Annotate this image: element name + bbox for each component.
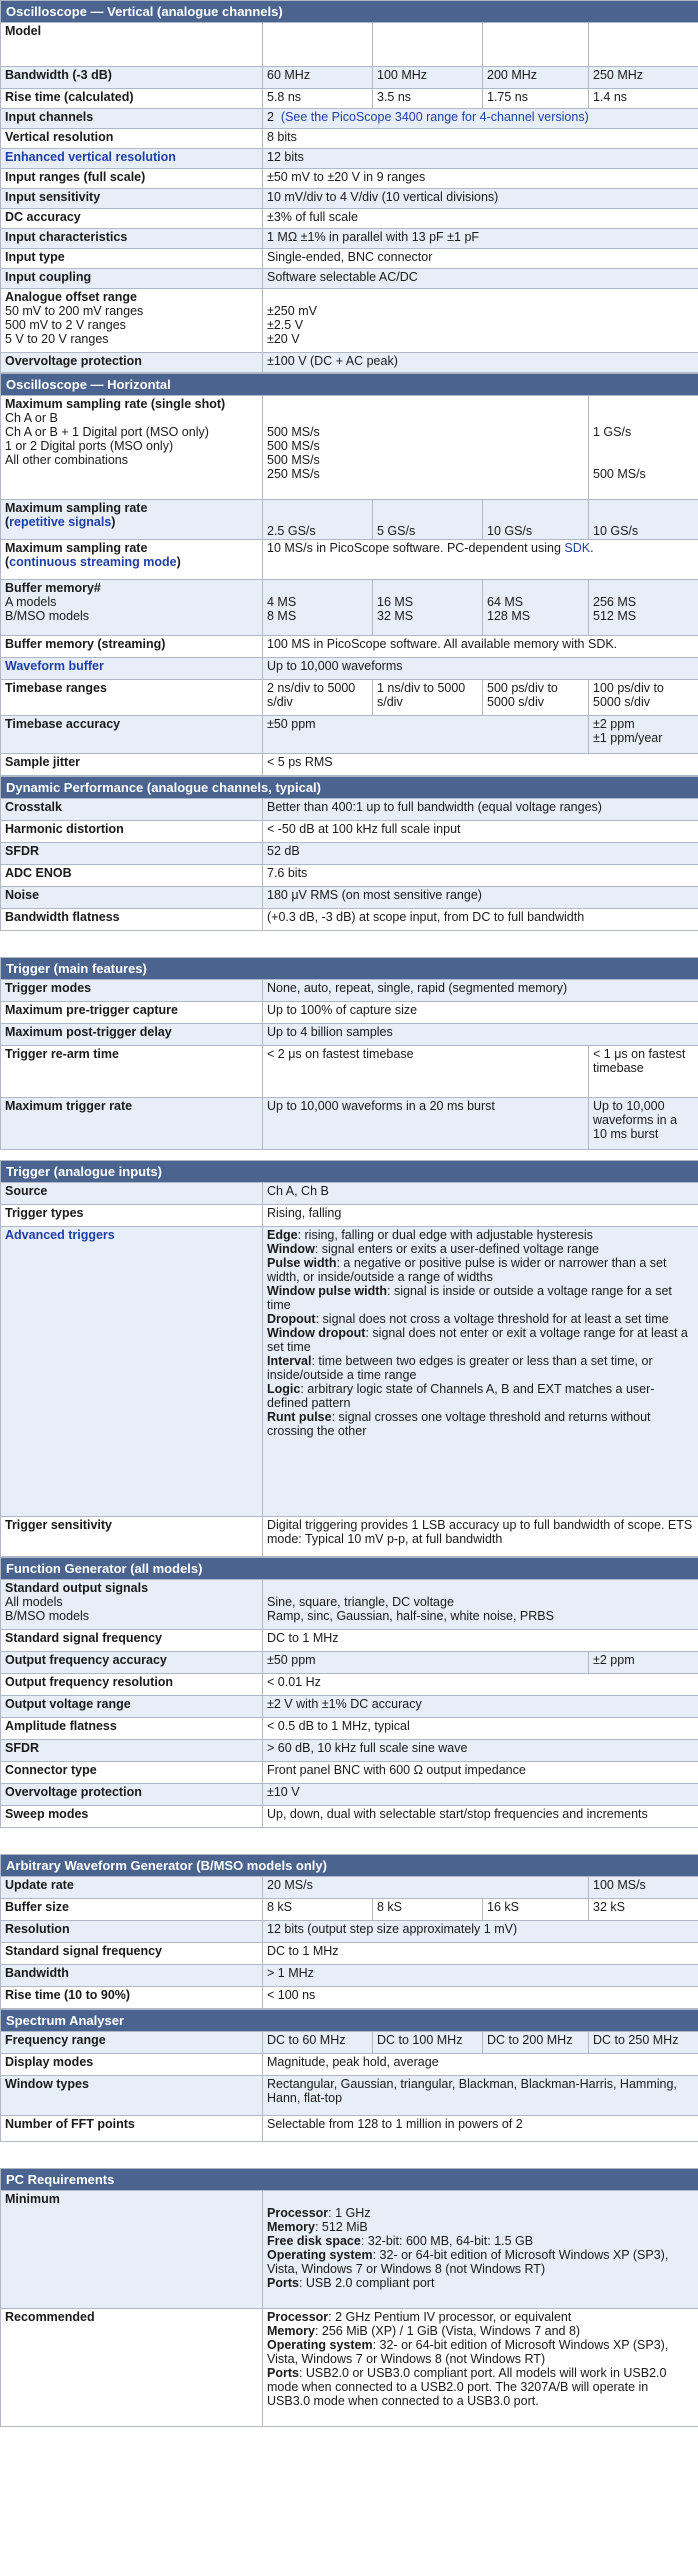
cell: 20 MS/s <box>263 1877 589 1899</box>
adv-trigger-name: Dropout <box>267 1312 316 1326</box>
row-label: Frequency range <box>1 2032 263 2054</box>
row-label: Harmonic distortion <box>1 821 263 843</box>
cell: 1 ns/div to 5000 s/div <box>373 680 483 716</box>
cell: 250 MS/s <box>267 467 320 481</box>
row-label: Timebase ranges <box>1 680 263 716</box>
cell: 4 MS <box>267 595 297 609</box>
req-key: Operating system <box>267 2338 373 2352</box>
cell: Up to 100% of capture size <box>263 1002 698 1024</box>
row-label: Overvoltage protection <box>1 353 263 373</box>
cell: 100 ps/div to 5000 s/div <box>589 680 698 716</box>
row-label: Buffer memory# <box>5 581 101 595</box>
cell: 8 kS <box>373 1899 483 1921</box>
cell: Up to 4 billion samples <box>263 1024 698 1046</box>
row-label: Minimum <box>1 2191 263 2309</box>
req-value: : 1 GHz <box>328 2206 371 2220</box>
req-value: : USB 2.0 compliant port <box>298 2276 435 2290</box>
sub-label: Ch A or B + 1 Digital port (MSO only) <box>5 425 209 439</box>
req-key: Ports <box>267 2276 299 2290</box>
row-label: Trigger sensitivity <box>1 1517 263 1557</box>
cell: ±2 ppm <box>589 1652 698 1674</box>
cell: 12 bits <box>263 149 698 169</box>
section-title: Trigger (main features) <box>1 958 698 980</box>
cell: DC to 250 MHz <box>589 2032 698 2054</box>
waveform-buffer-link[interactable]: Waveform buffer <box>1 658 263 680</box>
cell: DC to 1 MHz <box>263 1943 698 1965</box>
row-label: DC accuracy <box>1 209 263 229</box>
section-title: Spectrum Analyser <box>1 2010 698 2032</box>
cell: 512 MS <box>593 609 637 623</box>
section-title: Oscilloscope — Vertical (analogue channels) <box>1 1 698 23</box>
cell: 64 MS <box>487 595 524 609</box>
trigger-main-table <box>0 957 698 1150</box>
sub-label: A models <box>5 595 57 609</box>
cell: DC to 100 MHz <box>373 2032 483 2054</box>
req-key: Processor <box>267 2206 329 2220</box>
cell: ±10 V <box>263 1784 698 1806</box>
cell: ±2.5 V <box>267 318 304 332</box>
row-label: Sweep modes <box>1 1806 263 1828</box>
cell: 8 bits <box>263 129 698 149</box>
row-label: Standard output signals <box>5 1581 149 1595</box>
cell: 2 ns/div to 5000 s/div <box>263 680 373 716</box>
cell: 2 <box>267 110 274 124</box>
row-label: SFDR <box>1 1740 263 1762</box>
req-value: : 32-bit: 600 MB, 64-bit: 1.5 GB <box>360 2234 534 2248</box>
sub-label: 50 mV to 200 mV ranges <box>5 304 144 318</box>
row-label: Update rate <box>1 1877 263 1899</box>
adv-trigger-name: Edge <box>267 1228 298 1242</box>
cell: 1.75 ns <box>483 89 589 109</box>
cell: Rising, falling <box>263 1205 698 1227</box>
adv-trigger-desc: : arbitrary logic state of Channels A, B and EXT matches a user-defined pattern <box>267 1382 655 1410</box>
row-label: Maximum sampling rate <box>5 501 148 515</box>
cell: ±20 V <box>267 332 300 346</box>
req-value: : 2 GHz Pentium IV processor, or equivalent <box>328 2310 572 2324</box>
row-label: Trigger modes <box>1 980 263 1002</box>
cell: 256 MS <box>593 595 637 609</box>
row-label: Maximum trigger rate <box>1 1098 263 1150</box>
sdk-link[interactable]: SDK <box>564 541 591 555</box>
row-label: Source <box>1 1183 263 1205</box>
req-key: Memory <box>267 2324 315 2338</box>
adv-trigger-name: Runt pulse <box>267 1410 332 1424</box>
cell: 7.6 bits <box>263 865 698 887</box>
dynamic-performance-table <box>0 776 698 931</box>
cell: ±50 ppm <box>263 1652 589 1674</box>
row-label: Maximum sampling rate (single shot) <box>5 397 226 411</box>
cell: 32 MS <box>377 609 414 623</box>
cell: 1 MΩ ±1% in parallel with 13 pF ±1 pF <box>263 229 698 249</box>
cell: 100 MHz <box>373 67 483 89</box>
row-label: Trigger re-arm time <box>1 1046 263 1098</box>
row-label: Resolution <box>1 1921 263 1943</box>
picoscope-3400-link[interactable]: (See the PicoScope 3400 range for 4-channel versions) <box>280 110 589 124</box>
sub-label: Ch A or B <box>5 411 58 425</box>
row-label: Sample jitter <box>1 754 263 776</box>
cell: ±1 ppm/year <box>593 731 663 745</box>
cell: Single-ended, BNC connector <box>263 249 698 269</box>
row-label: Connector type <box>1 1762 263 1784</box>
sub-label: All models <box>5 1595 63 1609</box>
section-title: Oscilloscope — Horizontal <box>1 374 698 396</box>
row-label: Input coupling <box>1 269 263 289</box>
cell: Selectable from 128 to 1 million in powers of 2 <box>263 2116 698 2142</box>
cell: > 1 MHz <box>263 1965 698 1987</box>
row-label: Timebase accuracy <box>1 716 263 754</box>
cell: Sine, square, triangle, DC voltage <box>267 1595 454 1609</box>
cell: 500 ps/div to 5000 s/div <box>483 680 589 716</box>
advanced-triggers-link[interactable]: Advanced triggers <box>1 1227 263 1517</box>
row-label: Maximum pre-trigger capture <box>1 1002 263 1024</box>
req-key: Operating system <box>267 2248 373 2262</box>
sub-label: All other combinations <box>5 453 128 467</box>
cell: DC to 1 MHz <box>263 1630 698 1652</box>
function-generator-table <box>0 1557 698 1828</box>
row-label: Recommended <box>1 2309 263 2427</box>
adv-trigger-desc: : signal is inside or outside a voltage range for a set time <box>267 1284 672 1312</box>
cell: 2.5 GS/s <box>263 500 373 540</box>
sub-label: 1 or 2 Digital ports (MSO only) <box>5 439 174 453</box>
cell: < 1 μs on fastest timebase <box>589 1046 698 1098</box>
row-label: Crosstalk <box>1 799 263 821</box>
cell: 500 MS/s <box>267 439 320 453</box>
cell: 500 MS/s <box>267 453 320 467</box>
row-label: Buffer size <box>1 1899 263 1921</box>
cell: DC to 200 MHz <box>483 2032 589 2054</box>
row-label: Maximum sampling rate <box>5 541 148 555</box>
cell: 52 dB <box>263 843 698 865</box>
adv-trigger-desc: : signal does not enter or exit a voltage range for at least a set time <box>267 1326 688 1354</box>
row-label: Bandwidth <box>1 1965 263 1987</box>
adv-trigger-name: Window <box>267 1242 315 1256</box>
cell: > 60 dB, 10 kHz full scale sine wave <box>263 1740 698 1762</box>
req-key: Memory <box>267 2220 315 2234</box>
cell: Rectangular, Gaussian, triangular, Blackman, Blackman-Harris, Hamming, Hann, flat-top <box>263 2076 698 2116</box>
cell: ±250 mV <box>267 304 317 318</box>
cell: 200 MHz <box>483 67 589 89</box>
req-key: Free disk space <box>267 2234 361 2248</box>
cell: ±100 V (DC + AC peak) <box>263 353 698 373</box>
req-key: Ports <box>267 2366 299 2380</box>
cell: 500 MS/s <box>593 467 646 481</box>
row-label: Output frequency accuracy <box>1 1652 263 1674</box>
adv-trigger-name: Logic <box>267 1382 301 1396</box>
row-label: Display modes <box>1 2054 263 2076</box>
sub-label: 500 mV to 2 V ranges <box>5 318 126 332</box>
sub-label: B/MSO models <box>5 1609 90 1623</box>
row-label: Output voltage range <box>1 1696 263 1718</box>
cell: Up, down, dual with selectable start/stop frequencies and increments <box>263 1806 698 1828</box>
cell: < 5 ps RMS <box>263 754 698 776</box>
cell: ±3% of full scale <box>263 209 698 229</box>
row-label: Buffer memory (streaming) <box>1 636 263 658</box>
cell: 100 MS/s <box>589 1877 698 1899</box>
adv-trigger-name: Pulse width <box>267 1256 337 1270</box>
row-label: Input channels <box>1 109 263 129</box>
section-title: PC Requirements <box>1 2169 698 2191</box>
cell: 180 μV RMS (on most sensitive range) <box>263 887 698 909</box>
cell: ±50 mV to ±20 V in 9 ranges <box>263 169 698 189</box>
row-label: Amplitude flatness <box>1 1718 263 1740</box>
enhanced-vertical-resolution-link[interactable]: Enhanced vertical resolution <box>1 149 263 169</box>
row-label: Input type <box>1 249 263 269</box>
awg-table <box>0 1854 698 2009</box>
pc-requirements-table <box>0 2168 698 2427</box>
cell: 10 GS/s <box>589 500 698 540</box>
row-label: Bandwidth (-3 dB) <box>1 67 263 89</box>
row-label: Standard signal frequency <box>1 1630 263 1652</box>
row-label: Input sensitivity <box>1 189 263 209</box>
cell: ±2 ppm <box>593 717 635 731</box>
cell: Up to 10,000 waveforms in a 10 ms burst <box>589 1098 698 1150</box>
adv-trigger-desc: : time between two edges is greater or less than a set time, or inside/outside a time range <box>267 1354 653 1382</box>
cell: 128 MS <box>487 609 531 623</box>
cell: Front panel BNC with 600 Ω output impedance <box>263 1762 698 1784</box>
adv-trigger-name: Window dropout <box>267 1326 366 1340</box>
cell: 100 MS in PicoScope software. All available memory with SDK. <box>263 636 698 658</box>
cell: 10 MS/s in PicoScope software. PC-dependent using <box>267 541 561 555</box>
cell: (+0.3 dB, -3 dB) at scope input, from DC to full bandwidth <box>263 909 698 931</box>
cell: Up to 10,000 waveforms <box>263 658 698 680</box>
req-value: : USB2.0 or USB3.0 compliant port. All models will work in USB2.0 mode when connected to a USB2.0 port. The 3207A/B will operate in USB3.0 mode when connected to a USB3.0 port. <box>267 2366 667 2408</box>
row-label: Input characteristics <box>1 229 263 249</box>
row-label: SFDR <box>1 843 263 865</box>
adv-trigger-desc: : signal crosses one voltage threshold and returns without crossing the other <box>267 1410 651 1438</box>
adv-trigger-desc: : rising, falling or dual edge with adjustable hysteresis <box>297 1228 593 1242</box>
cell: 60 MHz <box>263 67 373 89</box>
sub-label: B/MSO models <box>5 609 90 623</box>
cell: Ch A, Ch B <box>263 1183 698 1205</box>
cell: None, auto, repeat, single, rapid (segmented memory) <box>263 980 698 1002</box>
cell: 12 bits (output step size approximately 1 mV) <box>263 1921 698 1943</box>
repetitive-signals-link[interactable]: repetitive signals <box>9 515 112 529</box>
row-label: Noise <box>1 887 263 909</box>
continuous-streaming-mode-link[interactable]: continuous streaming mode <box>9 555 177 569</box>
row-label: Input ranges (full scale) <box>1 169 263 189</box>
row-label: Rise time (calculated) <box>1 89 263 109</box>
cell: < 2 μs on fastest timebase <box>263 1046 589 1098</box>
req-key: Processor <box>267 2310 329 2324</box>
row-label: Overvoltage protection <box>1 1784 263 1806</box>
section-title: Trigger (analogue inputs) <box>1 1161 698 1183</box>
req-value: : 512 MiB <box>314 2220 368 2234</box>
cell: < 100 ns <box>263 1987 698 2009</box>
cell: Ramp, sinc, Gaussian, half-sine, white noise, PRBS <box>267 1609 554 1623</box>
cell: 8 kS <box>263 1899 373 1921</box>
cell: 1 GS/s <box>593 425 632 439</box>
section-title: Arbitrary Waveform Generator (B/MSO models only) <box>1 1855 698 1877</box>
cell: 16 MS <box>377 595 414 609</box>
adv-trigger-desc: : signal does not cross a voltage threshold for at least a set time <box>315 1312 669 1326</box>
trigger-analogue-table <box>0 1160 698 1557</box>
cell: 1.4 ns <box>589 89 698 109</box>
cell: Digital triggering provides 1 LSB accuracy up to full bandwidth of scope. ETS mode: Typical 10 mV p-p, at full bandwidth <box>263 1517 698 1557</box>
req-value: : 32- or 64-bit edition of Microsoft Windows XP (SP3), Vista, Windows 7 or Windows 8 (not Windows RT) <box>267 2248 669 2276</box>
sub-label: 5 V to 20 V ranges <box>5 332 109 346</box>
spectrum-table <box>0 2009 698 2142</box>
cell: < -50 dB at 100 kHz full scale input <box>263 821 698 843</box>
row-label: Output frequency resolution <box>1 1674 263 1696</box>
cell: 16 kS <box>483 1899 589 1921</box>
cell: Up to 10,000 waveforms in a 20 ms burst <box>263 1098 589 1150</box>
cell: 500 MS/s <box>267 425 320 439</box>
row-label: Maximum post-trigger delay <box>1 1024 263 1046</box>
row-label: Model <box>1 23 263 67</box>
cell: 10 mV/div to 4 V/div (10 vertical divisions) <box>263 189 698 209</box>
req-value: : 256 MiB (XP) / 1 GiB (Vista, Windows 7 and 8) <box>314 2324 581 2338</box>
row-label: Window types <box>1 2076 263 2116</box>
row-label: Number of FFT points <box>1 2116 263 2142</box>
section-title: Function Generator (all models) <box>1 1558 698 1580</box>
cell: < 0.5 dB to 1 MHz, typical <box>263 1718 698 1740</box>
cell: < 0.01 Hz <box>263 1674 698 1696</box>
cell: 5.8 ns <box>263 89 373 109</box>
cell: Better than 400:1 up to full bandwidth (equal voltage ranges) <box>263 799 698 821</box>
adv-trigger-desc: : signal enters or exits a user-defined voltage range <box>314 1242 599 1256</box>
cell: 3.5 ns <box>373 89 483 109</box>
cell: 5 GS/s <box>373 500 483 540</box>
cell: 10 GS/s <box>483 500 589 540</box>
cell: 32 kS <box>589 1899 698 1921</box>
cell: ±50 ppm <box>263 716 589 754</box>
cell: Software selectable AC/DC <box>263 269 698 289</box>
row-label: Rise time (10 to 90%) <box>1 1987 263 2009</box>
osc-horizontal-table: Oscilloscope — Horizontal Maximum sampling rate (single shot) Ch A or B Ch A or B + 1 Digital port (MSO only) 1 or 2 Digital ports (MSO only) All other combinations 500 MS/s 500 MS/s 500 MS/s 250 MS/s 1 GS/s 500 MS/s Maximum sampling rate (repetitive signals) 2.5 GS/s 5 GS/s 10 GS/s 10 GS/s Maximum sampling rate (continuous streaming mode) 10 MS/s in PicoScope software. PC-dependent using SDK. Buffer memory# A models B/MSO models 4 MS 8 MS 16 MS 32 MS 64 MS 128 MS 256 MS 512 MS Buffer memory (streaming) 100 MS in PicoScope software. All available memory with SDK. Waveform buffer Up to 10,000 waveforms Timebase ranges 2 ns/div to 5000 s/div 1 ns/div to 5000 s/div 500 ps/div to 5000 s/div 100 ps/div to 5000 s/div Timebase accuracy ±50 ppm ±2 ppm ±1 ppm/year Sample jitter < 5 ps RMS <box>0 373 698 776</box>
cell: ±2 V with ±1% DC accuracy <box>263 1696 698 1718</box>
row-label: Standard signal frequency <box>1 1943 263 1965</box>
adv-trigger-name: Interval <box>267 1354 312 1368</box>
section-title: Dynamic Performance (analogue channels, typical) <box>1 777 698 799</box>
cell: DC to 60 MHz <box>263 2032 373 2054</box>
adv-trigger-desc: : a negative or positive pulse is wider or narrower than a set width, or inside/outside a range of widths <box>267 1256 667 1284</box>
cell: 8 MS <box>267 609 297 623</box>
req-value: : 32- or 64-bit edition of Microsoft Windows XP (SP3), Vista, Windows 7 or Windows 8 (not Windows RT) <box>267 2338 669 2366</box>
adv-trigger-name: Window pulse width <box>267 1284 388 1298</box>
row-label: Analogue offset range <box>5 290 137 304</box>
row-label: Trigger types <box>1 1205 263 1227</box>
row-label: Vertical resolution <box>1 129 263 149</box>
cell: Magnitude, peak hold, average <box>263 2054 698 2076</box>
row-label: ADC ENOB <box>1 865 263 887</box>
osc-vertical-table <box>0 0 698 373</box>
row-label: Bandwidth flatness <box>1 909 263 931</box>
cell: 250 MHz <box>589 67 698 89</box>
